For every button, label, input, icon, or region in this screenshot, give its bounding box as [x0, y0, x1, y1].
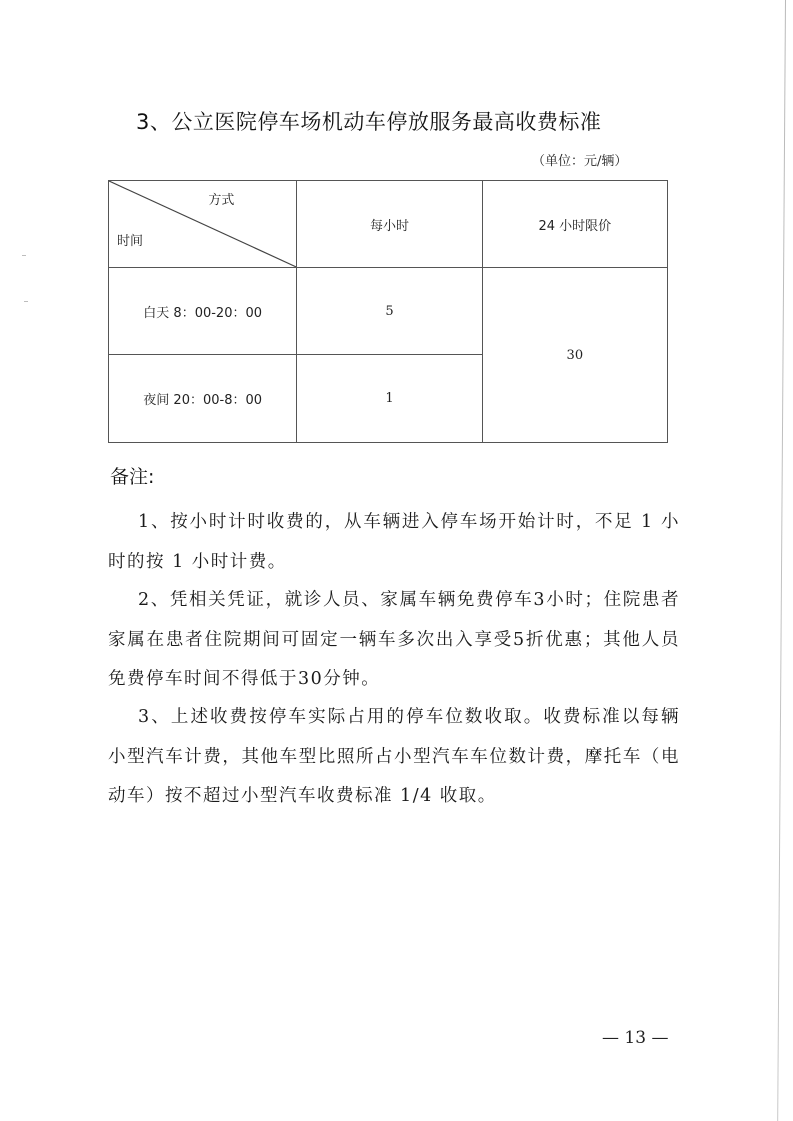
note-paragraph: 1、按小时计时收费的，从车辆进入停车场开始计时，不足 1 小时的按 1 小时计费。	[108, 512, 680, 572]
period-cell: 夜间 20：00-8：00	[109, 355, 297, 443]
diagonal-line	[109, 181, 296, 267]
page-edge-line	[777, 0, 786, 1121]
table-row	[109, 268, 668, 355]
table-header-row	[109, 181, 668, 268]
period-cell: 白天 8：00-20：00	[109, 268, 297, 355]
header-time-label: 时间	[117, 234, 144, 249]
document-title: 3、公立医院停车场机动车停放服务最高收费标准	[136, 110, 602, 134]
hourly-cell: 1	[297, 355, 482, 443]
notes-heading: 备注:	[110, 466, 155, 488]
note-paragraph: 3、上述收费按停车实际占用的停车位数收取。收费标准以每辆小型汽车计费，其他车型比照所占小型汽车车位数计费，摩托车（电动车）按不超过小型汽车收费标准 1/4 收取。	[108, 707, 680, 806]
header-24h-cap: 24 小时限价	[482, 181, 667, 268]
page-number: — 13 —	[602, 1028, 669, 1048]
scan-speck	[24, 301, 28, 302]
header-method-label: 方式	[208, 193, 235, 208]
fee-table	[108, 180, 668, 443]
hourly-cell: 5	[297, 268, 482, 355]
corner-header-cell	[109, 181, 297, 268]
note-paragraph: 2、凭相关凭证，就诊人员、家属车辆免费停车3小时；住院患者家属在患者住院期间可固定一辆车多次出入享受5折优惠；其他人员免费停车时间不得低于30分钟。	[108, 590, 680, 689]
unit-label: （单位：元/辆）	[532, 154, 628, 169]
cap-cell: 30	[482, 268, 667, 443]
scan-speck	[22, 255, 26, 256]
header-hourly: 每小时	[297, 181, 482, 268]
